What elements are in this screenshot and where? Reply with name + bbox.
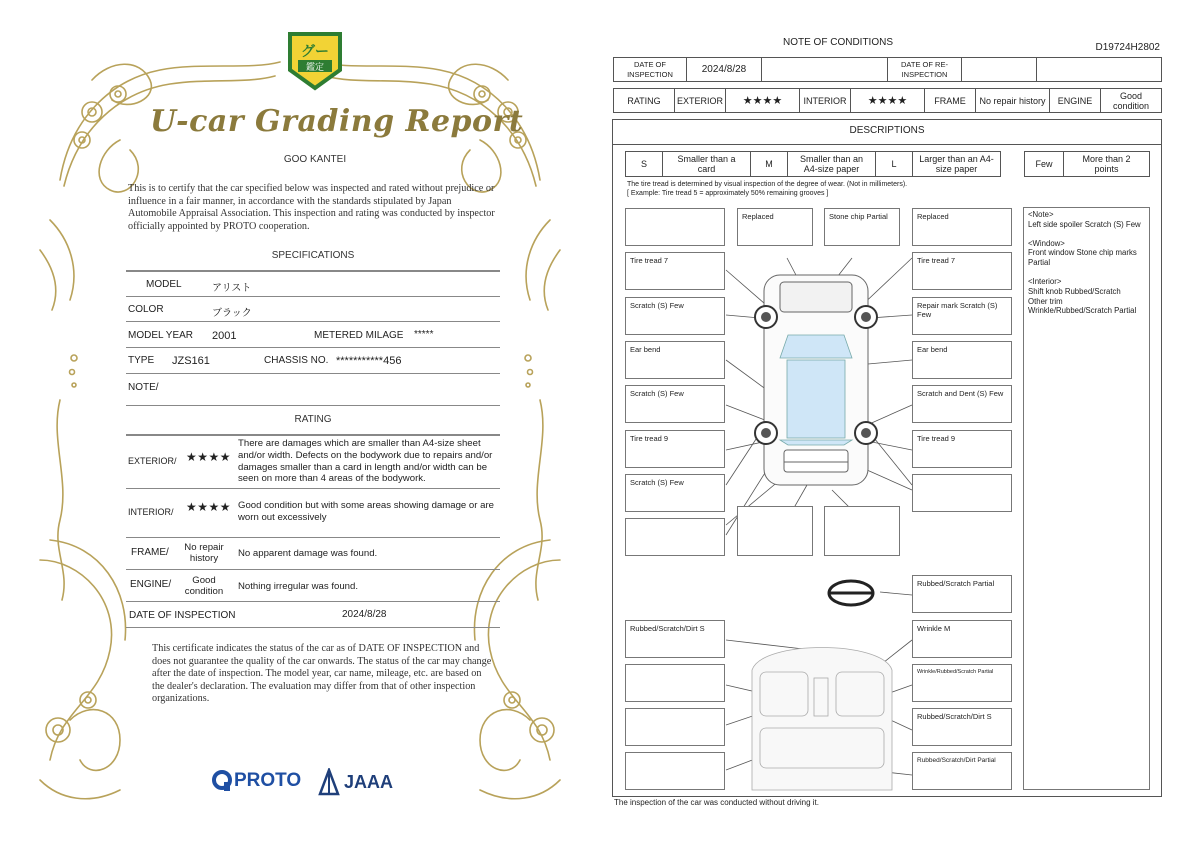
svg-text:グー: グー: [301, 44, 329, 60]
interior-label: INTERIOR: [799, 88, 851, 113]
note-line: <Window>: [1028, 238, 1065, 248]
legend-l-desc: Larger than an A4-size paper: [912, 151, 1001, 177]
certificate-footer: This certificate indicates the status of the car as of DATE OF INSPECTION and does not guarantee the quality of the car onwards. The status of the car may change after the date of inspection. The model year, car name, mileage, etc. are based on the dealer's declaration. The evaluation may differ from that of other inspection organizations.: [152, 643, 492, 704]
proto-mark-icon: [212, 770, 232, 792]
date-of-inspection-label: DATE OF INSPECTION: [129, 610, 236, 621]
damage-box: Wrinkle/Rubbed/Scratch Partial: [912, 664, 1012, 702]
damage-box: Tire tread 7: [912, 252, 1012, 290]
note-of-conditions-title: NOTE OF CONDITIONS: [783, 37, 893, 48]
tire-example: [ Example: Tire tread 5 = approximately 50% remaining grooves ]: [627, 190, 829, 197]
document-id: D19724H2802: [1095, 42, 1160, 53]
metered-milage-label: METERED MILAGE: [314, 330, 404, 341]
certify-statement: This is to certify that the car specified below was inspected and rated without prejudice or influence in a fair manner, in accordance with the standards stipulated by Japan Automobile Appraisal Association. This inspection and rating was conducted by inspector officially appointed by PROTO cooperation.: [128, 183, 495, 232]
type-value: JZS161: [172, 355, 210, 367]
steering-wheel-icon: [829, 581, 873, 605]
damage-box: Tire tread 9: [625, 430, 725, 468]
divider: [126, 434, 500, 436]
date-inspection-value: 2024/8/28: [686, 57, 762, 82]
damage-box: [737, 506, 813, 556]
conditions-footer: The inspection of the car was conducted without driving it.: [614, 798, 819, 807]
date-reinspection-label: DATE OF RE-INSPECTION: [887, 57, 962, 82]
damage-box: [625, 208, 725, 246]
damage-box: Rubbed/Scratch/Dirt S: [912, 708, 1012, 746]
legend-few-desc: More than 2 points: [1063, 151, 1150, 177]
damage-box: Scratch (S) Few: [625, 297, 725, 335]
note-line: <Interior>: [1028, 276, 1062, 286]
damage-box: [625, 708, 725, 746]
damage-box: Replaced: [737, 208, 813, 246]
divider: [126, 537, 500, 538]
rating-label: RATING: [613, 88, 675, 113]
damage-box: Rubbed/Scratch/Dirt Partial: [912, 752, 1012, 790]
interior-label: INTERIOR/: [128, 507, 174, 517]
damage-box: Replaced: [912, 208, 1012, 246]
jaaa-logo-text: JAAA: [344, 771, 394, 792]
legend-s-desc: Smaller than a card: [662, 151, 751, 177]
divider: [126, 488, 500, 489]
note-line: Left side spoiler Scratch (S) Few: [1028, 219, 1141, 229]
date-of-inspection-value: 2024/8/28: [342, 609, 387, 620]
interior-stars: ★★★★: [850, 88, 925, 113]
rating-heading: RATING: [294, 414, 332, 425]
note-spacer: [1028, 230, 1148, 239]
type-label: TYPE: [128, 355, 155, 366]
interior-description: Good condition but with some areas showing damage or are worn out excessively: [238, 500, 494, 523]
damage-box: [625, 752, 725, 790]
damage-box: Ear bend: [625, 341, 725, 379]
damage-box: Scratch (S) Few: [625, 385, 725, 423]
damage-box: [625, 664, 725, 702]
color-label: COLOR: [128, 304, 164, 315]
metered-milage-value: *****: [414, 329, 434, 340]
descriptions-heading: DESCRIPTIONS: [849, 125, 925, 136]
damage-box: [912, 474, 1012, 512]
note-label: NOTE/: [128, 382, 159, 393]
divider: [126, 569, 500, 570]
model-label: MODEL: [146, 279, 182, 290]
legend-s: S: [625, 151, 663, 177]
model-value: アリスト: [212, 283, 252, 294]
legend-few: Few: [1024, 151, 1064, 177]
chassis-value: ***********456: [336, 355, 402, 367]
damage-box: Tire tread 7: [625, 252, 725, 290]
note-line: Front window Stone chip marks Partial: [1028, 248, 1137, 268]
note-line: Other trim Wrinkle/Rubbed/Scratch Partial: [1028, 296, 1137, 316]
frame-label: FRAME/: [131, 547, 169, 558]
note-line: <Note>: [1028, 210, 1054, 219]
damage-box: Rubbed/Scratch/Dirt S: [625, 620, 725, 658]
divider: [126, 627, 500, 628]
goo-kantei-badge-icon: [286, 30, 344, 92]
date-inspection-label: DATE OF INSPECTION: [613, 57, 687, 82]
empty-cell: [761, 57, 888, 82]
damage-box: Repair mark Scratch (S) Few: [912, 297, 1012, 335]
frame-value: No repair history: [975, 88, 1050, 113]
damage-box: Scratch (S) Few: [625, 474, 725, 512]
chassis-label: CHASSIS NO.: [264, 355, 329, 366]
report-title: U-car Grading Report: [150, 104, 524, 139]
damage-box: [625, 518, 725, 556]
exterior-description: There are damages which are smaller than A4-size sheet and/or width. Defects on the bodywork due to repairs and/or damages smaller than a card in length and/or width can be seen on more than 4 areas of the bodywork.: [238, 438, 493, 485]
damage-box: [824, 506, 900, 556]
color-value: ブラック: [212, 308, 252, 319]
proto-logo-text: PROTO: [234, 770, 302, 791]
frame-description: No apparent damage was found.: [238, 548, 378, 559]
damage-box: Stone chip Partial: [824, 208, 900, 246]
exterior-stars: ★★★★: [725, 88, 800, 113]
tire-note: The tire tread is determined by visual inspection of the degree of wear. (Not in millimeters).: [627, 181, 908, 188]
divider: [126, 321, 500, 322]
note-spacer: [1028, 268, 1148, 277]
jaaa-logo: [318, 768, 393, 796]
damage-box: Tire tread 9: [912, 430, 1012, 468]
note-line: Shift knob Rubbed/Scratch: [1028, 286, 1121, 296]
model-year-label: MODEL YEAR: [128, 330, 194, 341]
date-reinspection-value: [961, 57, 1037, 82]
damage-box: Rubbed/Scratch Partial: [912, 575, 1012, 613]
engine-value: Good condition: [184, 575, 224, 597]
legend-m: M: [750, 151, 788, 177]
frame-label: FRAME: [924, 88, 976, 113]
engine-description: Nothing irregular was found.: [238, 581, 358, 592]
interior-stars: ★★★★: [186, 500, 232, 514]
divider: [126, 270, 500, 272]
report-subtitle: GOO KANTEI: [283, 154, 347, 165]
exterior-label: EXTERIOR: [674, 88, 726, 113]
divider: [126, 601, 500, 602]
jaaa-mark-icon: [318, 768, 340, 796]
divider: [126, 296, 500, 297]
divider: [126, 405, 500, 406]
damage-box: Ear bend: [912, 341, 1012, 379]
divider: [126, 373, 500, 374]
empty-cell: [1036, 57, 1162, 82]
legend-m-desc: Smaller than an A4-size paper: [787, 151, 876, 177]
frame-value: No repair history: [184, 542, 224, 564]
divider: [126, 347, 500, 348]
divider: [612, 144, 1162, 145]
engine-value: Good condition: [1100, 88, 1162, 113]
model-year-value: 2001: [212, 330, 237, 342]
engine-label: ENGINE/: [130, 579, 172, 590]
specifications-heading: SPECIFICATIONS: [271, 250, 355, 261]
svg-text:鑑定: 鑑定: [305, 63, 325, 73]
damage-box: Wrinkle M: [912, 620, 1012, 658]
notes-list: [1028, 210, 1148, 316]
exterior-stars: ★★★★: [186, 450, 232, 464]
exterior-label: EXTERIOR/: [128, 456, 177, 466]
engine-label: ENGINE: [1049, 88, 1101, 113]
legend-l: L: [875, 151, 913, 177]
damage-box: Scratch and Dent (S) Few: [912, 385, 1012, 423]
proto-logo: [212, 770, 301, 792]
